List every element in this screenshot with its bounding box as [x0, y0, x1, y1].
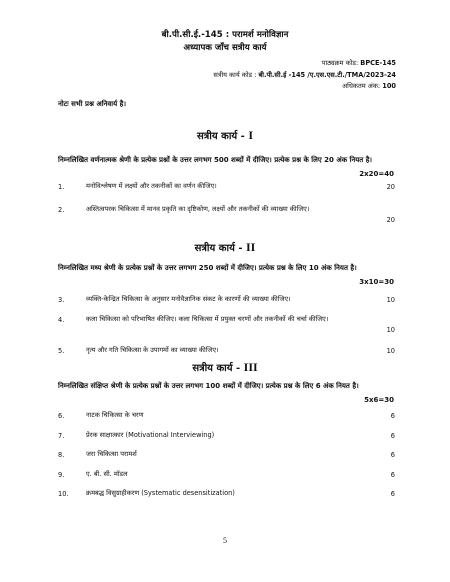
course-code-value: BPCE-145 — [360, 59, 396, 67]
question-text: मनोविश्लेषण में लक्ष्यों और तकनीकों का वर्णन कीजिए। — [86, 182, 217, 190]
section-instruction-2 — [58, 262, 394, 288]
section-heading-3 — [0, 360, 450, 375]
course-title: बी.पी.सी.ई.-145 : परामर्श मनोविज्ञान — [161, 30, 289, 40]
assignment-code-value: बी.पी.सी.ई -145 /ए.एस.एस.टी./TMA/2023-24 — [258, 71, 396, 79]
section-heading-text: सत्रीय कार्य - — [194, 243, 243, 254]
question-marks: 20 — [386, 183, 395, 191]
question-number: 10. — [58, 490, 69, 498]
section-heading-text: सत्रीय कार्य - — [196, 131, 245, 142]
instruction-text: निम्नलिखित संक्षिप्त श्रेणी के प्रत्येक प्रश्नों के उत्तर लगभग 100 शब्दों में दीजिए। प्रत्येक प्रश्न के लिए 6 अंक नियत है। — [58, 382, 359, 390]
section-heading-2 — [0, 240, 450, 255]
question-marks: 10 — [386, 296, 395, 304]
section-roman: III — [243, 360, 258, 374]
instruction-text: निम्नलिखित मध्य श्रेणी के प्रत्येक प्रश्नों के उत्तर लगभग 250 शब्दों में दीजिए। प्रत्येक प्रश्न के लिए 10 अंक नियत है। — [58, 264, 357, 272]
max-marks — [342, 81, 396, 90]
question-number: 2. — [58, 206, 65, 214]
question-marks: 6 — [390, 412, 395, 420]
instruction-marks: 5x6=30 — [364, 396, 394, 404]
question-number: 4. — [58, 316, 65, 324]
section-instruction-1 — [58, 154, 394, 180]
question-number: 6. — [58, 412, 65, 420]
question-text: क्रमबद्ध विसुग्राहीकरण (Systematic desensitization) — [86, 489, 235, 497]
page-number: 5 — [223, 536, 227, 545]
assignment-code-label: सत्रीय कार्य कोड : — [213, 71, 257, 79]
max-marks-label: अधिकतम अंक: — [342, 82, 381, 90]
question-marks: 6 — [390, 490, 395, 498]
question-marks: 6 — [390, 432, 395, 440]
question-marks: 10 — [386, 347, 395, 355]
question-marks: 6 — [390, 471, 395, 479]
section-heading-1 — [0, 128, 450, 143]
instruction-marks: 3x10=30 — [359, 278, 394, 286]
question-number: 3. — [58, 296, 65, 304]
question-marks: 10 — [386, 326, 395, 334]
course-code-label: पाठ्यक्रम कोड: — [321, 59, 359, 67]
question-text: प्रेरक साक्षात्कार (Motivational Interviewing) — [86, 431, 215, 439]
question-number: 5. — [58, 347, 65, 355]
question-marks: 6 — [390, 451, 395, 459]
question-number: 9. — [58, 471, 65, 479]
instruction-marks: 2x20=40 — [359, 170, 394, 178]
section-instruction-3 — [58, 380, 394, 406]
assignment-code — [213, 70, 396, 79]
instruction-text: निम्नलिखित वर्णनात्मक श्रेणी के प्रत्येक प्रश्नों के उत्तर लगभग 500 शब्दों में दीजिए। प्रत्येक प्रश्न के लिए 20 अंक नियत है। — [58, 156, 373, 164]
question-text: नाटक चिकित्सा के चरण — [86, 411, 144, 419]
question-marks: 20 — [386, 216, 395, 224]
question-number: 8. — [58, 451, 65, 459]
question-number: 7. — [58, 432, 65, 440]
question-text: अस्तित्वपरक चिकित्सा में मानव प्रकृति का दृष्टिकोण, लक्ष्यों और तकनीकों की व्याख्या कीजिए। — [86, 205, 310, 213]
question-text: ए. बी. सी. मॉडल — [86, 470, 128, 478]
section-roman: I — [248, 128, 253, 142]
max-marks-value: 100 — [382, 82, 396, 90]
general-note: नोटः सभी प्रश्न अनिवार्य है। — [58, 100, 126, 108]
assignment-title: अध्यापक जाँच सत्रीय कार्य — [183, 43, 267, 53]
course-code — [322, 58, 396, 67]
question-number: 1. — [58, 183, 65, 191]
question-text: जरा चिकित्सा परामर्श — [86, 450, 137, 458]
section-roman: II — [246, 240, 256, 254]
section-heading-text: सत्रीय कार्य - — [192, 363, 241, 374]
question-text: नृत्य और गति चिकित्सा के उपागमों का व्याख्या कीजिए। — [86, 346, 219, 354]
question-text: कला चिकित्सा को परिभाषित कीजिए। कला चिकित्सा में प्रयुक्त चरणों और तकनीकों की चर्चा कीजिए। — [86, 315, 329, 323]
question-text: व्यक्ति-केन्द्रित चिकित्सा के अनुसार मनोवैज्ञानिक संकट के कारणों की व्याख्या कीजिए। — [86, 295, 291, 303]
